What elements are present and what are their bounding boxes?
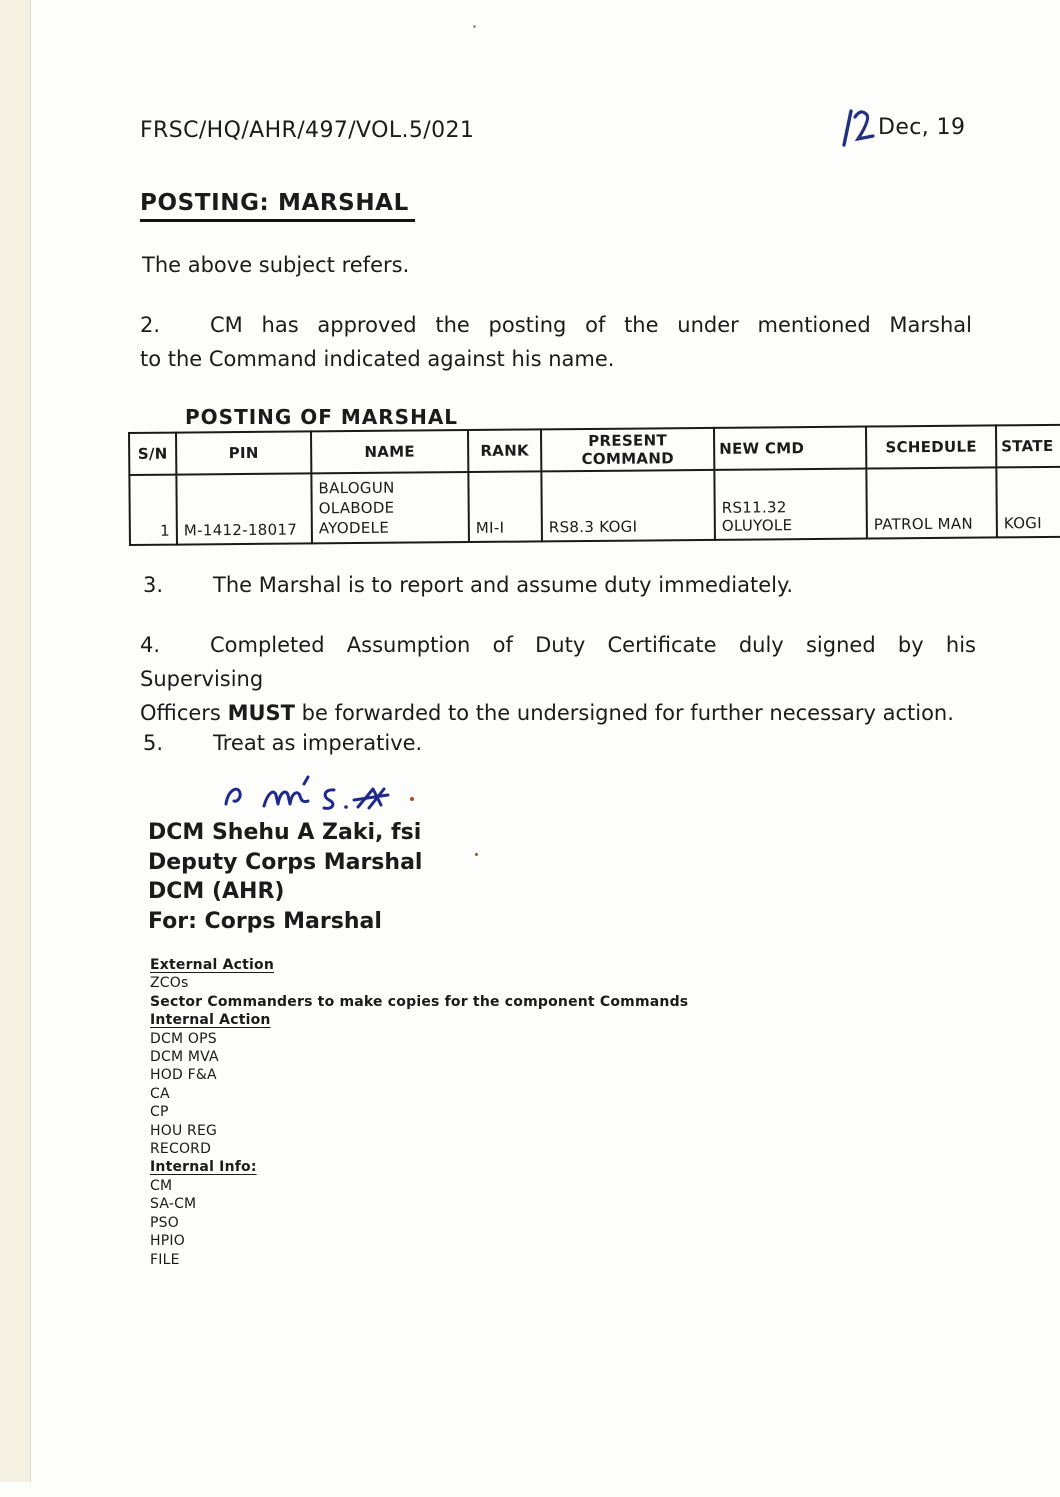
paragraph-4 — [140, 628, 976, 730]
dist-item: CP — [150, 1104, 169, 1121]
col-header-rank: RANK — [468, 429, 541, 472]
ink-speck — [410, 797, 414, 801]
paragraph-2-line2: to the Command indicated against his name. — [140, 347, 615, 371]
cell-sn: 1 — [129, 475, 177, 545]
signatory-role-2: DCM (AHR) — [148, 879, 285, 904]
signature-ink — [212, 762, 442, 818]
signatory-role-3: For: Corps Marshal — [148, 908, 382, 934]
dist-item: HOD F&A — [150, 1067, 217, 1084]
col-header-schedule: SCHEDULE — [866, 425, 996, 468]
paragraph-3: 3. The Marshal is to report and assume duty immediately. — [143, 568, 793, 602]
cell-state: KOGI — [996, 467, 1060, 538]
subject-title: POSTING: MARSHAL — [140, 190, 415, 222]
dist-item: PSO — [150, 1214, 179, 1231]
dist-item: DCM OPS — [150, 1030, 217, 1047]
ink-speck — [475, 853, 478, 856]
dist-header-internal-action: Internal Action — [150, 1012, 271, 1029]
dist-header-external-action: External Action — [150, 957, 274, 973]
scan-speck — [473, 25, 476, 28]
distribution-list — [150, 956, 688, 1269]
dist-item: SA-CM — [150, 1196, 197, 1213]
cell-new-cmd: RS11.32 OLUYOLE — [714, 469, 867, 540]
signature-block — [148, 818, 422, 936]
scan-edge-band — [0, 0, 31, 1482]
paragraph-number: 3. — [143, 573, 164, 597]
paragraph-4-line2: Officers MUST be forwarded to the undersigned for further necessary action. — [140, 701, 954, 725]
dist-item: Sector Commanders to make copies for the component Commands — [150, 993, 689, 1010]
dist-item: CA — [150, 1085, 170, 1102]
cell-schedule: PATROL MAN — [866, 467, 997, 538]
cell-present-command: RS8.3 KOGI — [541, 470, 715, 542]
dist-item: HOU REG — [150, 1122, 218, 1139]
paragraph-number: 2. — [140, 313, 161, 337]
col-header-new-cmd: NEW CMD — [714, 427, 866, 470]
col-header-state: STATE — [996, 425, 1060, 468]
col-header-sn: S/N — [129, 433, 176, 475]
dist-item: FILE — [150, 1251, 180, 1268]
paragraph-number: 5. — [143, 731, 164, 755]
paragraph-5: 5. Treat as imperative. — [143, 726, 422, 760]
emphasis-must: MUST — [227, 701, 295, 725]
dist-item: HPIO — [150, 1233, 185, 1250]
signatory-name: DCM Shehu A Zaki, fsi — [148, 820, 422, 845]
date-typed: Dec, 19 — [878, 114, 966, 140]
dist-item: DCM MVA — [150, 1049, 219, 1066]
dist-item: CM — [150, 1177, 173, 1194]
dist-item: RECORD — [150, 1141, 212, 1158]
paragraph-4-line1: 4. Completed Assumption of Duty Certificate duly signed by his Supervising — [140, 628, 976, 696]
cell-pin: M-1412-18017 — [176, 473, 312, 544]
table-caption: POSTING OF MARSHAL — [185, 405, 459, 429]
signatory-role-1: Deputy Corps Marshal — [148, 849, 423, 875]
dist-header-internal-info: Internal Info: — [150, 1159, 257, 1176]
dist-item: ZCOs — [150, 975, 189, 992]
paragraph-number: 4. — [140, 633, 161, 657]
paragraph-2 — [140, 308, 972, 376]
posting-table — [128, 424, 1060, 546]
table-row — [129, 467, 1060, 545]
handwritten-day-12-ink — [834, 105, 876, 149]
cell-rank: MI-I — [468, 471, 542, 542]
col-header-present-command: PRESENT COMMAND — [541, 428, 714, 472]
paragraph-2-line1: 2. CM has approved the posting of the under mentioned Marshal — [140, 308, 972, 342]
cell-name: BALOGUN OLABODE AYODELE — [311, 472, 469, 543]
col-header-name: NAME — [311, 430, 468, 473]
reference-number: FRSC/HQ/AHR/497/VOL.5/021 — [140, 118, 475, 143]
col-header-pin: PIN — [176, 431, 311, 474]
date-line — [834, 104, 965, 150]
intro-line: The above subject refers. — [142, 253, 410, 277]
